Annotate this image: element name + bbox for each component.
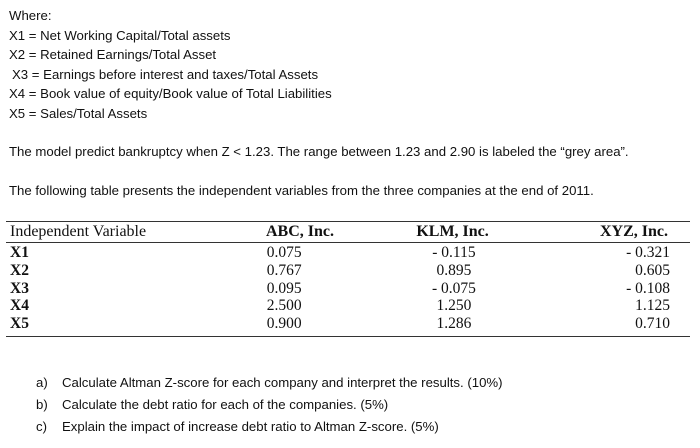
table-intro-paragraph: The following table presents the independent variables from the three companies at the end of 2011. <box>9 183 594 198</box>
variable-definitions <box>9 6 689 123</box>
table-row <box>6 297 690 315</box>
definitions-heading: Where: <box>9 8 52 23</box>
table-row <box>6 280 690 298</box>
question-label: b) <box>36 397 48 412</box>
table-body <box>6 243 690 336</box>
cell-xyz: 1.125 <box>635 297 670 315</box>
table-header-row <box>6 222 690 243</box>
cell-klm: 1.250 <box>436 297 472 315</box>
definition-x5: X5 = Sales/Total Assets <box>9 105 148 121</box>
question-label: c) <box>36 419 47 434</box>
header-klm: KLM, Inc. <box>416 223 489 240</box>
cell-abc: 0.767 <box>266 261 302 279</box>
cell-abc: 0.075 <box>266 244 302 261</box>
cell-abc: 0.095 <box>266 279 302 297</box>
cell-abc: 0.900 <box>266 315 302 333</box>
cell-xyz: - 0.321 <box>626 244 670 261</box>
cell-xyz: 0.605 <box>635 261 670 279</box>
row-label: X2 <box>10 261 29 279</box>
row-label: X5 <box>10 315 29 333</box>
question-list <box>36 372 676 438</box>
question-text: Calculate Altman Z-score for each company and interpret the results. (10%) <box>62 375 503 390</box>
model-paragraph: The model predict bankruptcy when Z < 1.23. The range between 1.23 and 2.90 is labeled the “grey area”. <box>9 144 629 159</box>
definition-x2: X2 = Retained Earnings/Total Asset <box>9 47 217 62</box>
cell-klm: 1.286 <box>436 315 472 333</box>
question-item <box>36 416 676 438</box>
independent-variables-table <box>6 221 690 337</box>
table-row <box>6 315 690 333</box>
definition-x1: X1 = Net Working Capital/Total assets <box>9 27 231 43</box>
cell-xyz: - 0.108 <box>626 279 670 297</box>
row-label: X4 <box>10 297 29 315</box>
cell-klm: - 0.075 <box>431 279 476 297</box>
definition-x3: X3 = Earnings before interest and taxes/Total Assets <box>12 66 319 82</box>
question-text: Explain the impact of increase debt ratio to Altman Z-score. (5%) <box>62 419 439 434</box>
cell-klm: 0.895 <box>436 261 472 279</box>
row-label: X3 <box>10 279 29 297</box>
question-item <box>36 372 676 394</box>
question-label: a) <box>36 375 48 390</box>
table-row <box>6 244 690 262</box>
cell-abc: 2.500 <box>266 297 302 315</box>
question-text: Calculate the debt ratio for each of the companies. (5%) <box>62 397 389 412</box>
question-item <box>36 394 676 416</box>
header-independent-variable: Independent Variable <box>10 223 147 240</box>
header-xyz: XYZ, Inc. <box>599 223 668 240</box>
header-abc: ABC, Inc. <box>265 223 334 240</box>
definition-x4: X4 = Book value of equity/Book value of Total Liabilities <box>9 86 332 101</box>
table-row <box>6 262 690 280</box>
cell-xyz: 0.710 <box>635 315 670 333</box>
cell-klm: - 0.115 <box>432 244 476 261</box>
row-label: X1 <box>10 244 29 261</box>
